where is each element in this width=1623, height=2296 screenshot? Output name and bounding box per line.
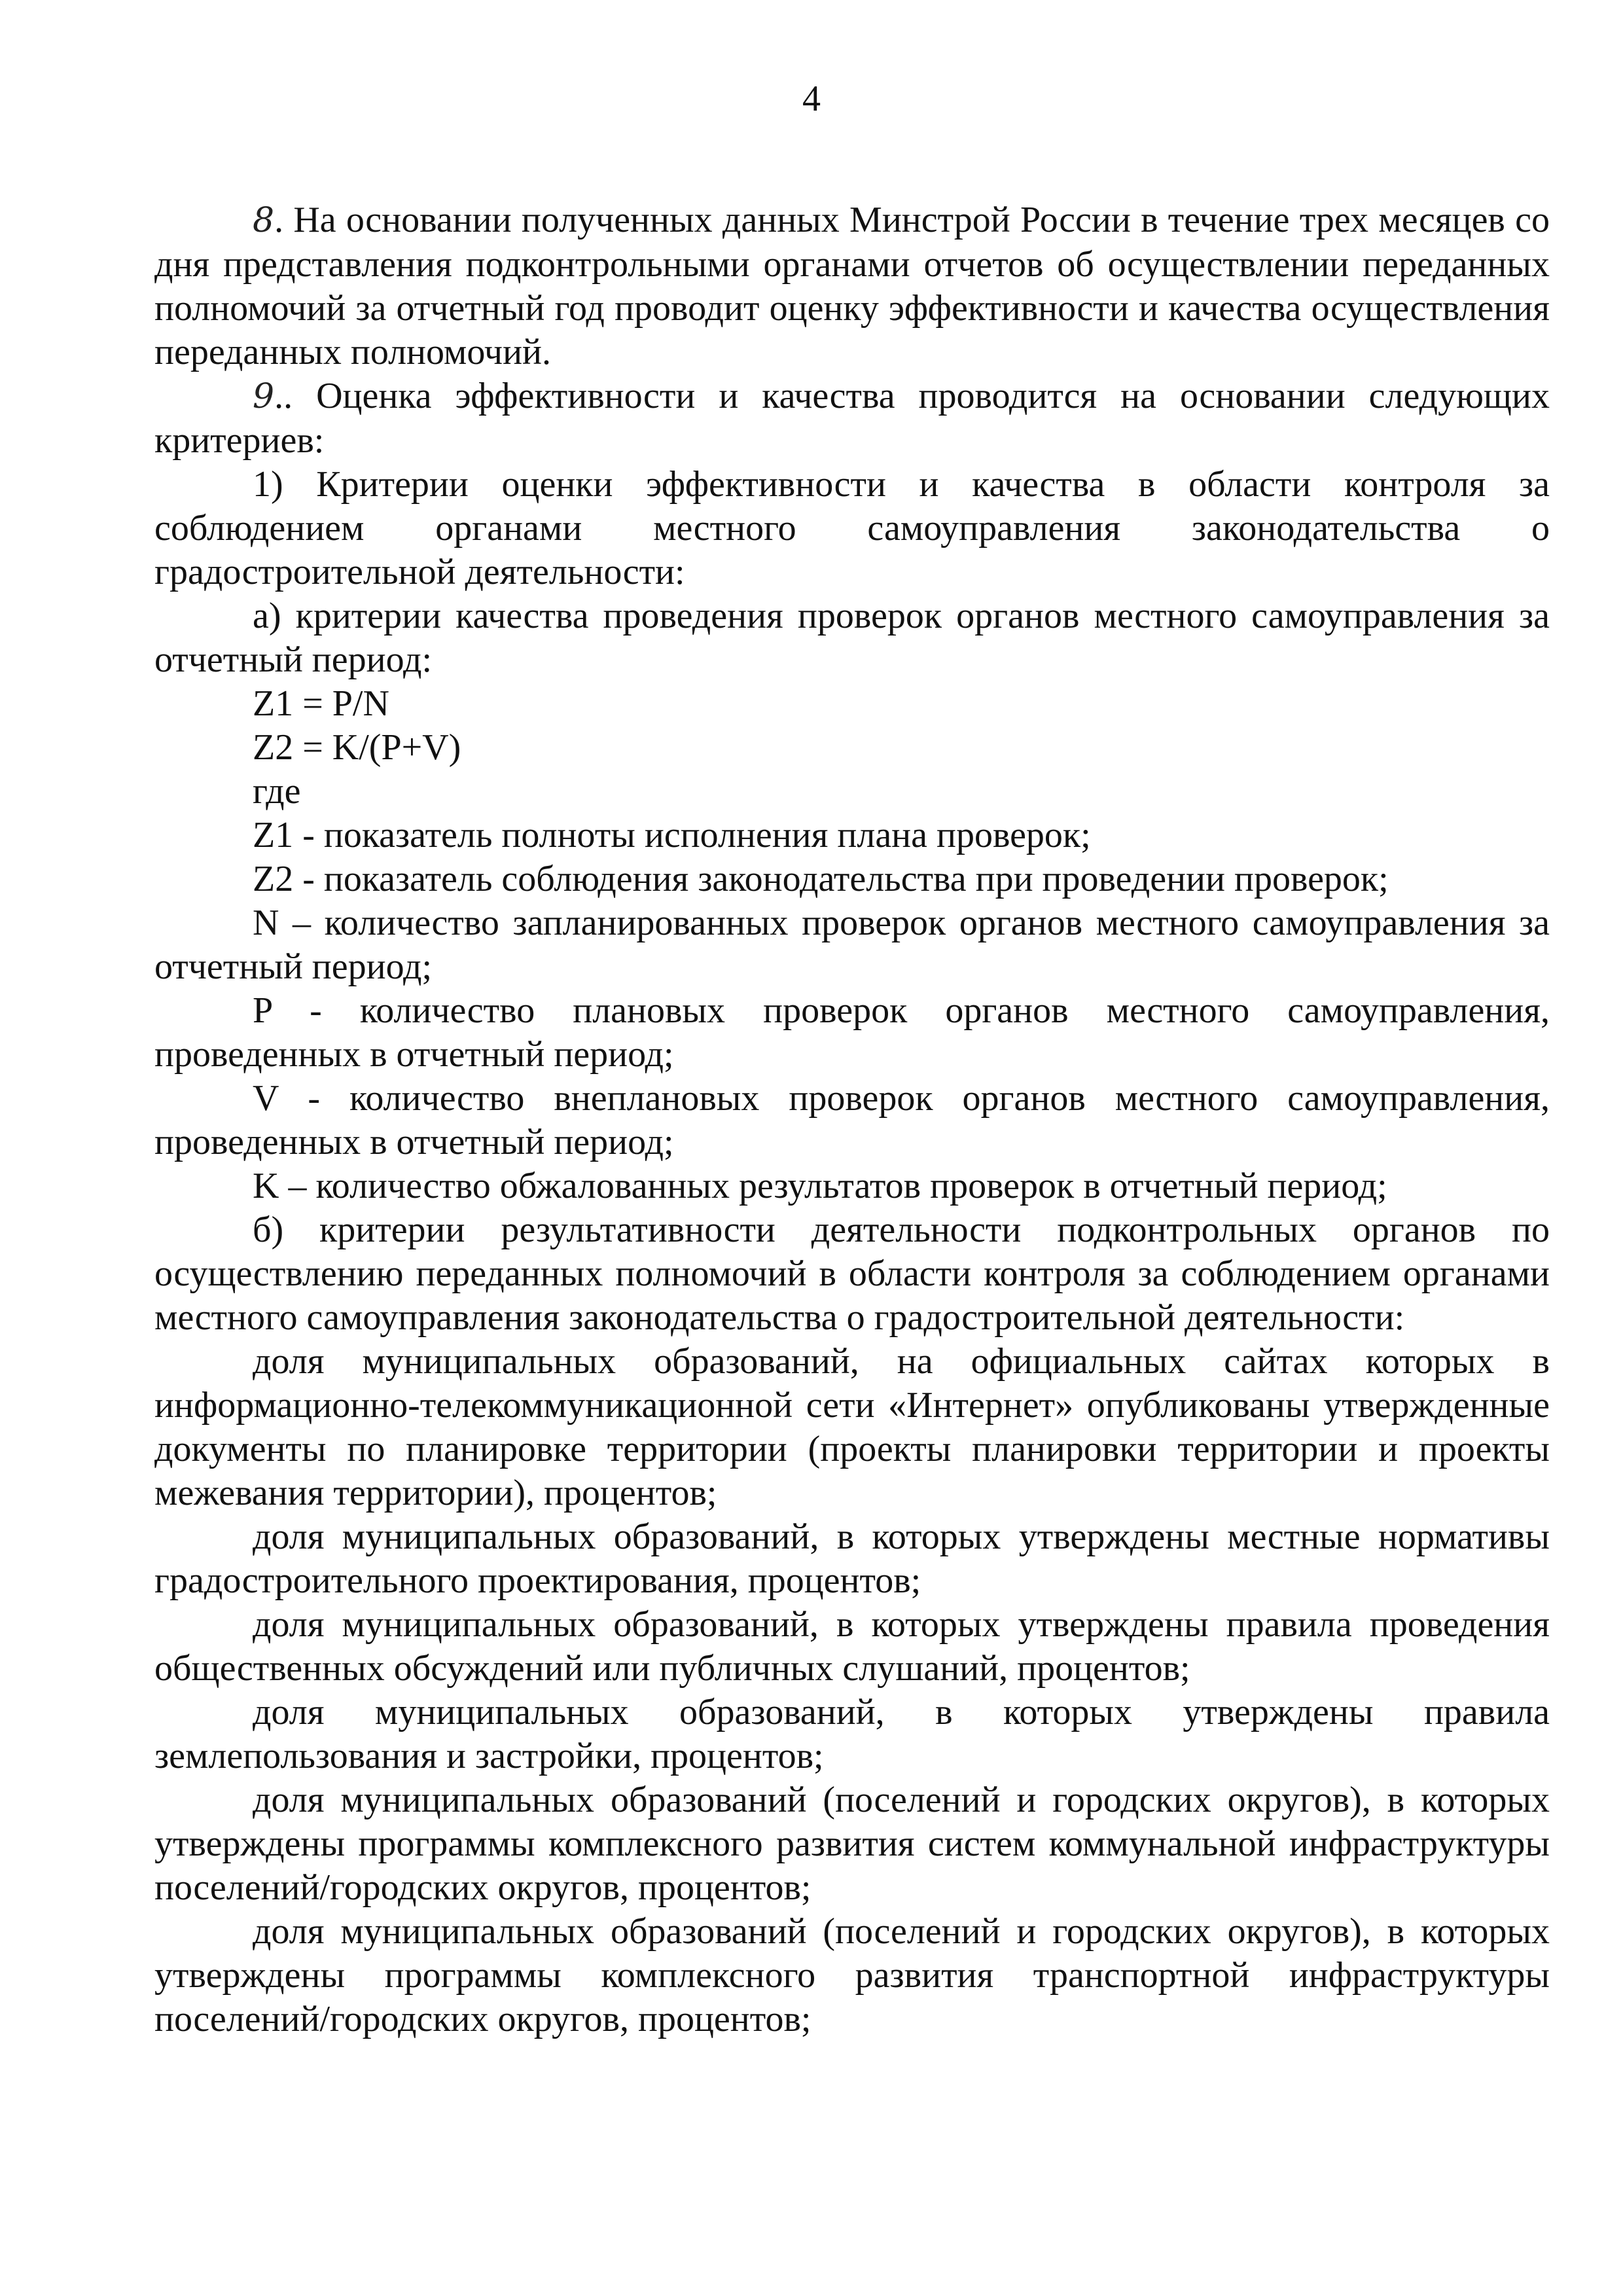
paragraph-criteria-b: б) критерии результативности деятельности подконтрольных органов по осуществлению переданных полномочий в области контроля за соблюдением органами местного самоуправления законодательства о градостроительной деятельности: bbox=[154, 1210, 1550, 1338]
paragraph-criteria-1: 1) Критерии оценки эффективности и качества в области контроля за соблюдением органами местного самоуправления законодательства о градостроительной деятельности: bbox=[154, 464, 1550, 592]
formula-z2: Z2 = K/(P+V) bbox=[253, 727, 461, 768]
handwritten-item-number: 8 bbox=[253, 201, 275, 240]
paragraph-criteria-a: а) критерии качества проведения проверок органов местного самоуправления за отчетный период: bbox=[154, 596, 1550, 680]
paragraph-8 bbox=[154, 198, 1550, 374]
paragraph-9 bbox=[154, 374, 1550, 463]
list-item: доля муниципальных образований, на официальных сайтах которых в информационно-телекоммуникационной сети «Интернет» опубликованы утвержденные документы по планировке территории (проекты планировки территории и проекты межевания территории), процентов; bbox=[154, 1341, 1550, 1513]
definition-n: N – количество запланированных проверок органов местного самоуправления за отчетный период; bbox=[154, 903, 1550, 987]
definition-z1: Z1 - показатель полноты исполнения плана проверок; bbox=[253, 815, 1091, 855]
formula-z1: Z1 = P/N bbox=[253, 683, 389, 724]
list-item: доля муниципальных образований (поселений и городских округов), в которых утверждены программы комплексного развития систем коммунальной инфраструктуры поселений/городских округов, процентов; bbox=[154, 1780, 1550, 1908]
document-body bbox=[154, 198, 1550, 2041]
definition-k: K – количество обжалованных результатов проверок в отчетный период; bbox=[253, 1166, 1387, 1206]
handwritten-item-number: 9 bbox=[253, 377, 275, 416]
page-number: 4 bbox=[802, 79, 821, 119]
list-item: доля муниципальных образований, в которых утверждены местные нормативы градостроительного проектирования, процентов; bbox=[154, 1516, 1550, 1601]
list-item: доля муниципальных образований, в которых утверждены правила проведения общественных обсуждений или публичных слушаний, процентов; bbox=[154, 1604, 1550, 1689]
paragraph-text: .. Оценка эффективности и качества проводится на основании следующих критериев: bbox=[154, 376, 1550, 461]
list-item: доля муниципальных образований, в которых утверждены правила землепользования и застройки, процентов; bbox=[154, 1692, 1550, 1776]
paragraph-text: . На основании полученных данных Минстрой России в течение трех месяцев со дня представления подконтрольными органами отчетов об осуществлении переданных полномочий за отчетный год проводит оценку эффективности и качества осуществления переданных полномочий. bbox=[154, 200, 1550, 372]
definition-z2: Z2 - показатель соблюдения законодательства при проведении проверок; bbox=[253, 859, 1389, 899]
definition-v: V - количество внеплановых проверок органов местного самоуправления, проведенных в отчетный период; bbox=[154, 1078, 1550, 1162]
definition-p: P - количество плановых проверок органов местного самоуправления, проведенных в отчетный период; bbox=[154, 990, 1550, 1075]
list-item: доля муниципальных образований (поселений и городских округов), в которых утверждены программы комплексного развития транспортной инфраструктуры поселений/городских округов, процентов; bbox=[154, 1911, 1550, 2039]
formula-where: где bbox=[253, 771, 301, 812]
